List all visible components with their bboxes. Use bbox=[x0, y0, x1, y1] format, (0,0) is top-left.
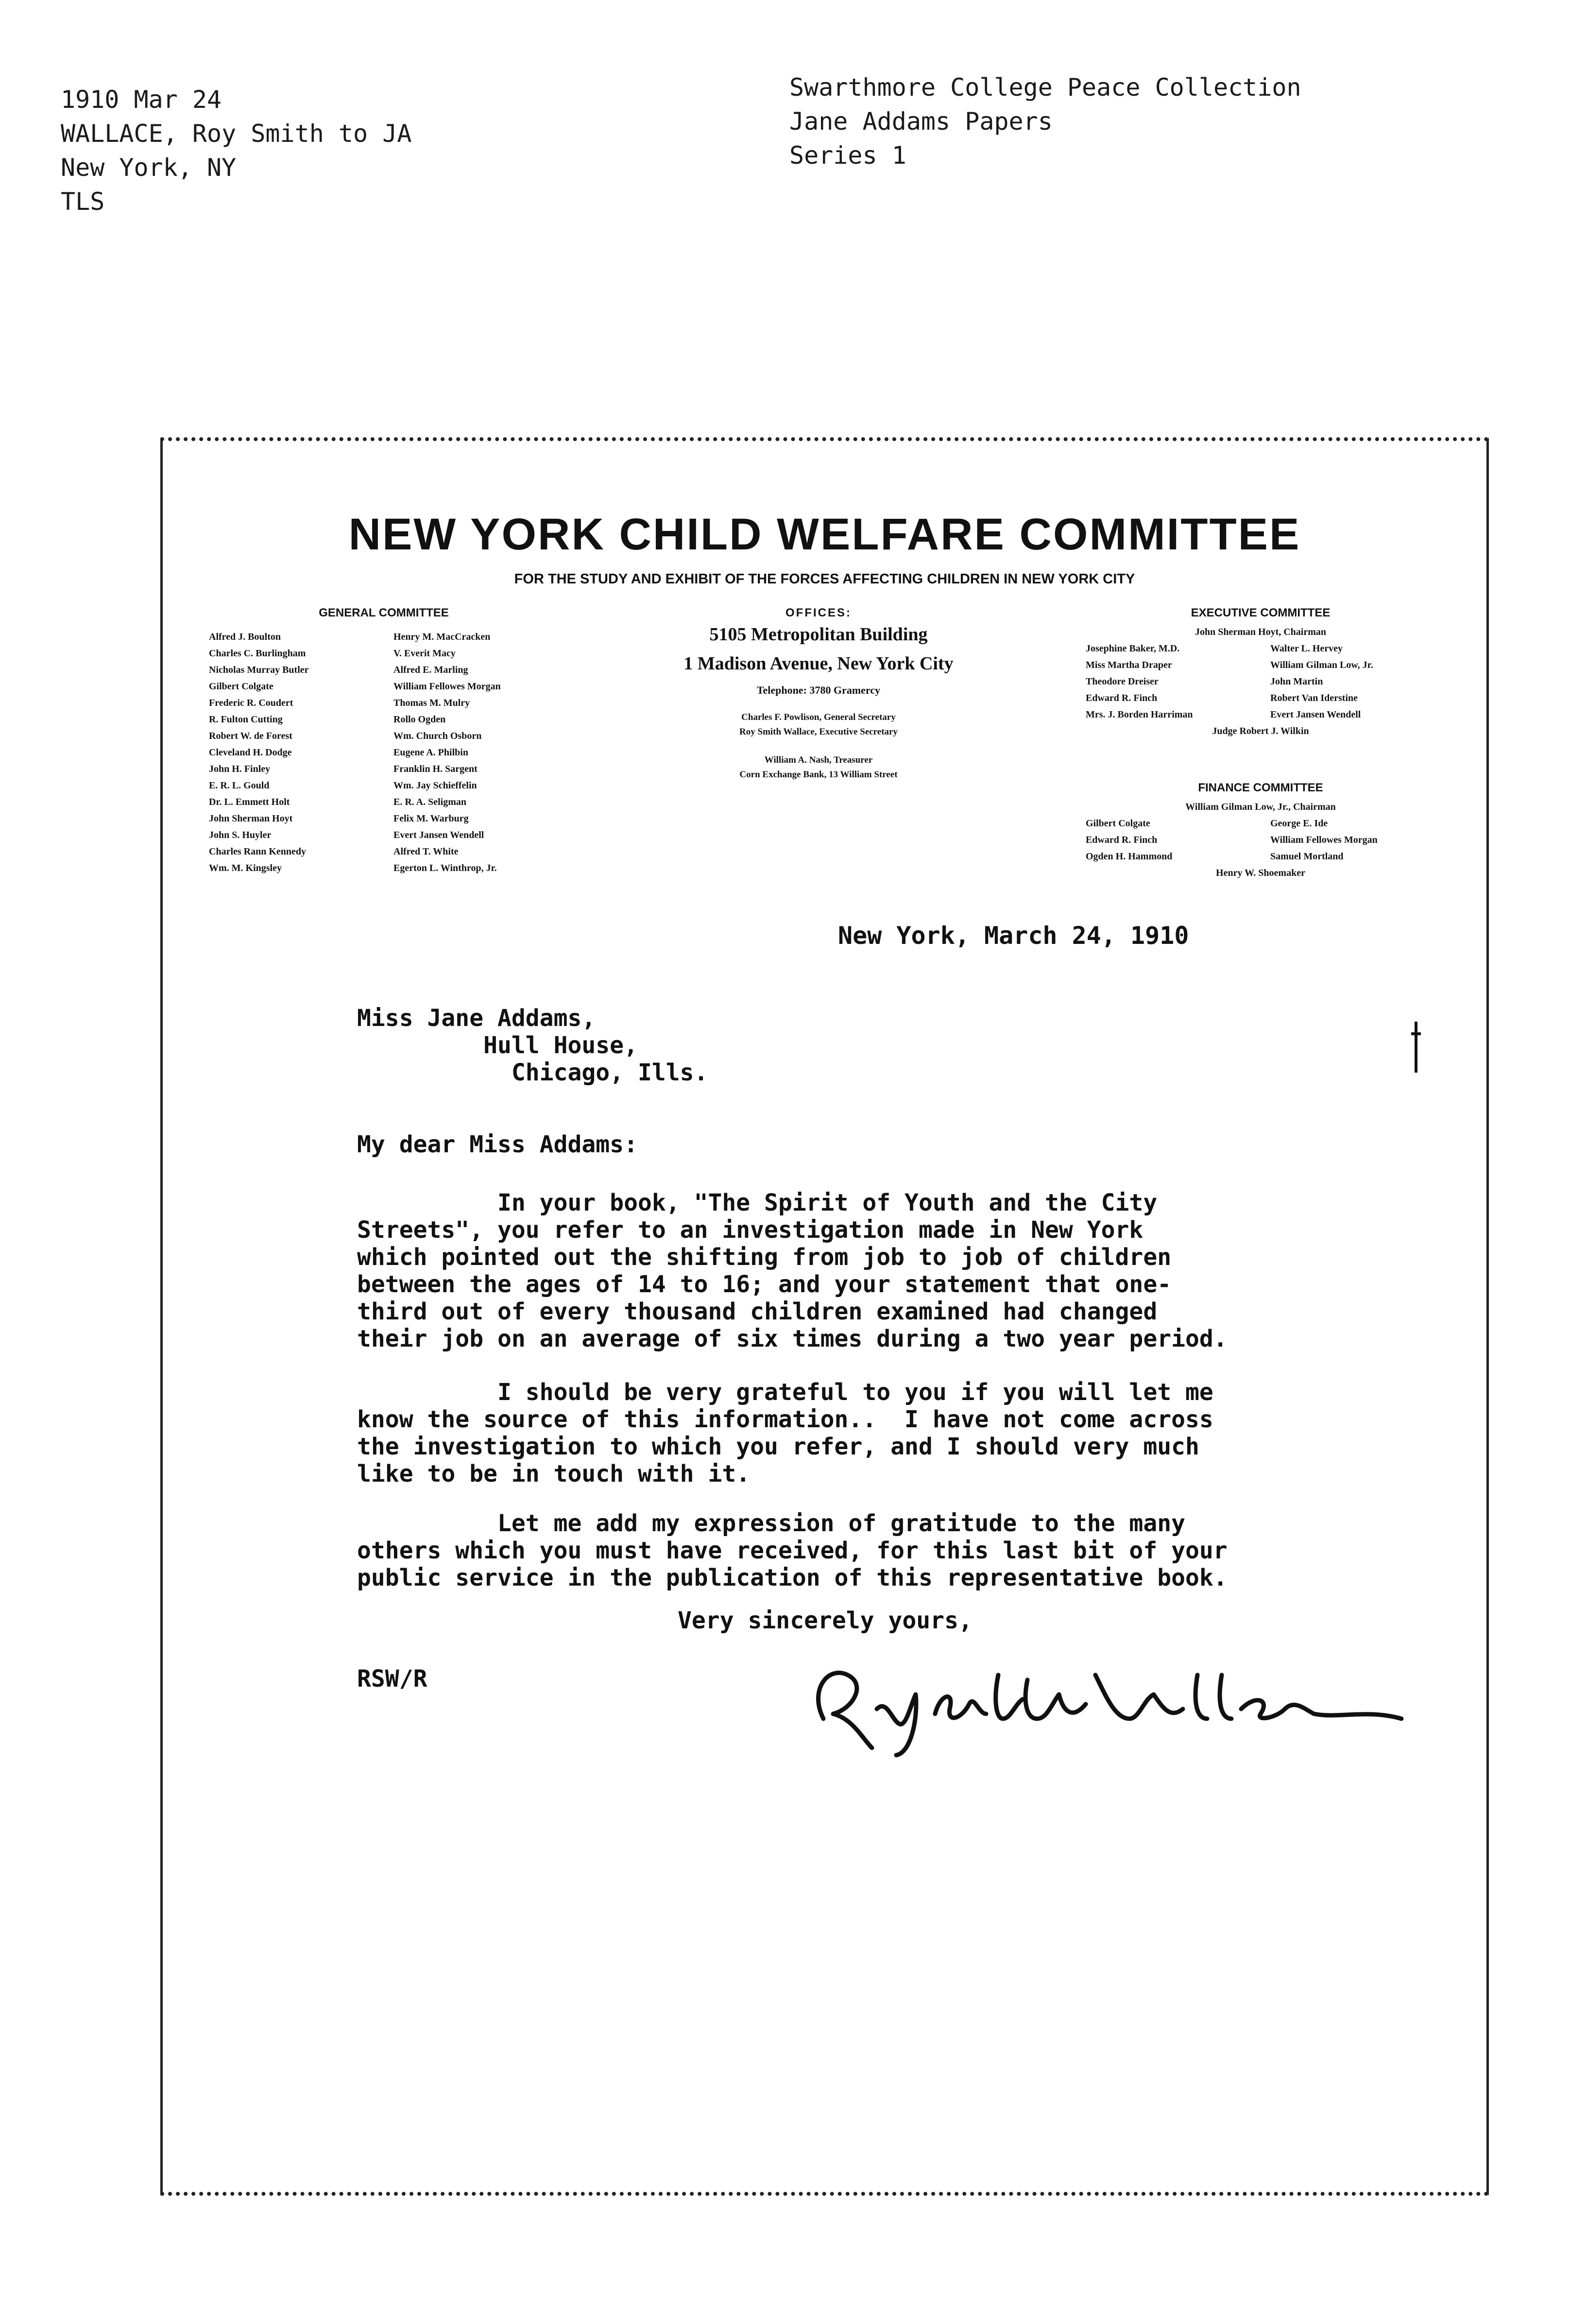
paragraph-line: which pointed out the shifting from job to job of children bbox=[357, 1244, 1172, 1271]
bank-address: Corn Exchange Bank, 13 William Street bbox=[739, 769, 898, 780]
committee-member: George E. Ide bbox=[1270, 818, 1328, 829]
committee-member: Nicholas Murray Butler bbox=[209, 665, 309, 675]
paragraph-line: know the source of this information.. I have not come across bbox=[357, 1406, 1213, 1433]
committee-member: Gilbert Colgate bbox=[1086, 818, 1150, 829]
paragraph-line: public service in the publication of this representative book. bbox=[357, 1564, 1228, 1591]
committee-member: Henry M. MacCracken bbox=[393, 632, 491, 642]
committee-member: Walter L. Hervey bbox=[1270, 643, 1343, 654]
committee-member: Cleveland H. Dodge bbox=[209, 747, 292, 758]
offices-title: OFFICES: bbox=[785, 606, 852, 619]
committee-member: V. Everit Macy bbox=[393, 648, 456, 659]
committee-member: Charles Rann Kennedy bbox=[209, 846, 307, 857]
finance-committee-left-column bbox=[1086, 815, 1251, 865]
general-committee bbox=[209, 606, 559, 876]
paragraph-line: I should be very grateful to you if you will let me bbox=[357, 1379, 1213, 1406]
committee-member: E. R. A. Seligman bbox=[393, 797, 467, 807]
paragraph-line: others which you must have received, for this last bit of your bbox=[357, 1537, 1228, 1564]
finance-committee-chairman: William Gilman Low, Jr., Chairman bbox=[1185, 802, 1336, 812]
paragraph-line: In your book, "The Spirit of Youth and the City bbox=[357, 1189, 1158, 1216]
executive-committee-chairman: John Sherman Hoyt, Chairman bbox=[1195, 627, 1327, 637]
organization-tagline: FOR THE STUDY AND EXHIBIT OF THE FORCES AFFECTING CHILDREN IN NEW YORK CITY bbox=[514, 571, 1135, 587]
committee-member: Thomas M. Mulry bbox=[393, 698, 470, 708]
committee-member: Franklin H. Sargent bbox=[393, 764, 478, 774]
committee-member: Theodore Dreiser bbox=[1086, 676, 1159, 687]
general-committee-left-column bbox=[209, 629, 374, 876]
committee-member: Dr. L. Emmett Holt bbox=[209, 797, 290, 807]
paragraph-line: Let me add my expression of gratitude to the many bbox=[357, 1510, 1186, 1537]
paragraph-line: their job on an average of six times during a two year period. bbox=[357, 1325, 1228, 1352]
offices-block bbox=[600, 606, 1037, 782]
committee-member: Frederic R. Coudert bbox=[209, 698, 293, 708]
paragraph-line: between the ages of 14 to 16; and your statement that one- bbox=[357, 1271, 1172, 1298]
recipient-address bbox=[357, 1005, 708, 1086]
committee-member: Charles C. Burlingham bbox=[209, 648, 306, 659]
committee-member: John H. Finley bbox=[209, 764, 271, 774]
archive-note-line: 1910 Mar 24 bbox=[61, 85, 222, 114]
committee-member: Alfred T. White bbox=[393, 846, 459, 857]
archive-note-line: WALLACE, Roy Smith to JA bbox=[61, 120, 412, 148]
committee-member: Ogden H. Hammond bbox=[1086, 851, 1173, 862]
staff-block bbox=[600, 710, 1037, 739]
executive-committee bbox=[1086, 606, 1435, 739]
treasurer-block bbox=[600, 753, 1037, 782]
executive-committee-right-column bbox=[1270, 640, 1435, 723]
archive-note-line: Swarthmore College Peace Collection bbox=[789, 73, 1301, 102]
committee-member: Alfred J. Boulton bbox=[209, 632, 281, 642]
committee-member: Henry W. Shoemaker bbox=[1216, 868, 1305, 878]
committee-member: John Martin bbox=[1270, 676, 1323, 687]
paragraph bbox=[357, 1189, 1426, 1352]
committee-member: R. Fulton Cutting bbox=[209, 714, 283, 725]
paragraph-line: the investigation to which you refer, and I should very much bbox=[357, 1433, 1199, 1460]
archive-note-line: New York, NY bbox=[61, 154, 237, 182]
committee-member: Samuel Mortland bbox=[1270, 851, 1344, 862]
committee-member: Wm. M. Kingsley bbox=[209, 863, 282, 873]
handwritten-signature bbox=[794, 1646, 1426, 1758]
finance-committee bbox=[1086, 781, 1435, 881]
paragraph-line: Streets", you refer to an investigation made in New York bbox=[357, 1216, 1143, 1244]
office-telephone: Telephone: 3780 Gramercy bbox=[756, 684, 881, 696]
archive-note-line: TLS bbox=[61, 188, 105, 216]
committee-member: John Sherman Hoyt bbox=[209, 813, 293, 824]
paragraph bbox=[357, 1379, 1426, 1487]
organization-name: NEW YORK CHILD WELFARE COMMITTEE bbox=[348, 510, 1301, 559]
committee-member: William Fellowes Morgan bbox=[393, 681, 501, 692]
recipient-line: Hull House, bbox=[357, 1032, 638, 1059]
general-committee-title: GENERAL COMMITTEE bbox=[319, 606, 449, 619]
committee-member: Rollo Ogden bbox=[393, 714, 446, 725]
committee-member: John S. Huyler bbox=[209, 830, 272, 840]
recipient-line: Chicago, Ills. bbox=[357, 1059, 708, 1086]
executive-committee-left-column bbox=[1086, 640, 1251, 723]
general-secretary: Charles F. Powlison, General Secretary bbox=[741, 712, 896, 722]
committee-member: Robert Van Iderstine bbox=[1270, 693, 1358, 703]
archive-note-line: Jane Addams Papers bbox=[789, 107, 1053, 136]
committee-member: Edward R. Finch bbox=[1086, 835, 1158, 845]
general-committee-right-column bbox=[393, 629, 559, 876]
committee-member: William Fellowes Morgan bbox=[1270, 835, 1378, 845]
committee-member: Egerton L. Winthrop, Jr. bbox=[393, 863, 497, 873]
paragraph-line: like to be in touch with it. bbox=[357, 1460, 751, 1487]
executive-secretary: Roy Smith Wallace, Executive Secretary bbox=[739, 727, 898, 737]
committee-member: Gilbert Colgate bbox=[209, 681, 273, 692]
committee-member: E. R. L. Gould bbox=[209, 780, 270, 791]
committee-member: Evert Jansen Wendell bbox=[393, 830, 484, 840]
office-address-line-1: 5105 Metropolitan Building bbox=[709, 624, 928, 645]
complimentary-close: Very sincerely yours, bbox=[678, 1607, 973, 1634]
committee-member: Wm. Church Osborn bbox=[393, 731, 482, 741]
committee-member: William Gilman Low, Jr. bbox=[1270, 660, 1373, 670]
finance-committee-title: FINANCE COMMITTEE bbox=[1198, 781, 1323, 794]
archive-note-right bbox=[789, 70, 1301, 172]
paragraph-line: third out of every thousand children examined had changed bbox=[357, 1298, 1158, 1325]
committee-member: Miss Martha Draper bbox=[1086, 660, 1172, 670]
executive-committee-title: EXECUTIVE COMMITTEE bbox=[1191, 606, 1331, 619]
recipient-line: Miss Jane Addams, bbox=[357, 1005, 596, 1032]
salutation: My dear Miss Addams: bbox=[357, 1131, 638, 1158]
typist-initials: RSW/R bbox=[357, 1665, 427, 1692]
finance-committee-right-column bbox=[1270, 815, 1435, 865]
committee-member: Felix M. Warburg bbox=[393, 813, 469, 824]
committee-member: Alfred E. Marling bbox=[393, 665, 468, 675]
stray-ink-mark bbox=[1406, 1019, 1426, 1077]
archive-note-line: Series 1 bbox=[789, 141, 906, 170]
archive-note-left bbox=[61, 83, 411, 219]
committee-member: Judge Robert J. Wilkin bbox=[1212, 726, 1309, 736]
committee-member: Wm. Jay Schieffelin bbox=[393, 780, 477, 791]
committee-member: Mrs. J. Borden Harriman bbox=[1086, 709, 1193, 720]
paragraph bbox=[357, 1510, 1426, 1591]
treasurer: William A. Nash, Treasurer bbox=[764, 755, 873, 765]
letter-sheet bbox=[160, 437, 1489, 2196]
committee-member: Edward R. Finch bbox=[1086, 693, 1158, 703]
committee-member: Robert W. de Forest bbox=[209, 731, 292, 741]
committee-member: Evert Jansen Wendell bbox=[1270, 709, 1361, 720]
committee-member: Eugene A. Philbin bbox=[393, 747, 468, 758]
committee-member: Josephine Baker, M.D. bbox=[1086, 643, 1180, 654]
letter-date: New York, March 24, 1910 bbox=[838, 922, 1189, 950]
office-address-line-2: 1 Madison Avenue, New York City bbox=[683, 653, 954, 674]
